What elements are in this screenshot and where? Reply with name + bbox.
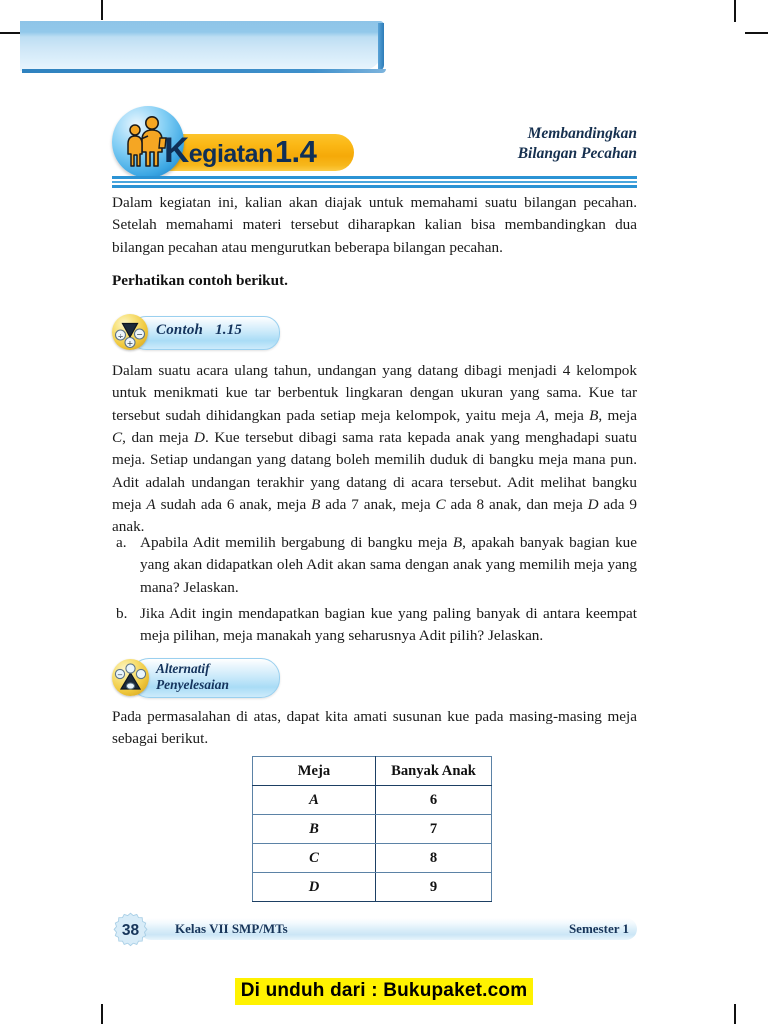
alternatif-badge-label — [156, 661, 229, 692]
table-cell-meja: C — [253, 844, 376, 873]
contoh-badge — [112, 314, 278, 350]
activity-number: 1.4 — [274, 134, 317, 169]
crop-mark-bottom-left-vertical — [101, 1004, 103, 1024]
contoh-badge-label — [156, 322, 242, 339]
problem-part2: . Kue tersebut dibagi sama rata kepada anak yang menghadapi suatu meja. Setiap undangan yang datang boleh memilih duduk di bangku meja mana pun. Adit adalah undangan terakhir yang datang di acara tersebut. Adit melihat bangku meja — [112, 429, 637, 514]
list-item — [112, 532, 637, 599]
crop-mark-bottom-right-vertical — [734, 1004, 736, 1024]
question-marker-a: a. — [116, 534, 127, 551]
svg-text:+: + — [126, 338, 134, 348]
table-row — [253, 815, 492, 844]
problem-letter-d: D — [194, 429, 205, 447]
question-a-after: , apakah banyak bagian kue yang akan didapatkan oleh Adit akan sama dengan anak yang memilih meja yang mana? Jelaskan. — [140, 534, 637, 596]
problem-letter-b: B — [589, 406, 599, 424]
table-cell-meja: D — [253, 873, 376, 902]
svg-text:÷: ÷ — [117, 332, 124, 341]
footer-left-text: Kelas VII SMP/MTs — [175, 921, 288, 936]
problem-sep3: , dan meja — [122, 429, 195, 447]
problem-letter-a: A — [536, 406, 546, 424]
svg-text:−: − — [136, 330, 143, 340]
table-row — [253, 786, 492, 815]
problem-part4: ada 7 anak, meja — [320, 496, 436, 514]
table-cell-meja: B — [253, 815, 376, 844]
table-row — [253, 844, 492, 873]
math-operations-icon — [112, 314, 148, 350]
problem-letter-c2: C — [435, 496, 446, 514]
meja-table-wrapper — [252, 756, 492, 902]
svg-text:−: − — [117, 671, 123, 679]
meja-table — [252, 756, 492, 902]
problem-letter-d2: D — [587, 496, 599, 514]
table-cell-meja: A — [253, 786, 376, 815]
problem-letter-b2: B — [311, 496, 321, 514]
problem-letter-a2: A — [146, 496, 156, 514]
table-row — [253, 873, 492, 902]
crop-mark-top-right-vertical — [734, 0, 736, 22]
question-a-italic: B — [452, 534, 463, 551]
table-column-header-meja: Meja — [253, 757, 376, 786]
chapter-subtitle-line2: Bilangan Pecahan — [517, 145, 637, 163]
problem-sep2: , meja — [598, 406, 637, 424]
activity-word-rest: egiatan — [188, 140, 273, 168]
table-cell-banyak-anak: 8 — [376, 844, 492, 873]
chapter-subtitle — [518, 124, 637, 165]
geometry-triangle-icon — [112, 659, 149, 696]
page-content — [112, 0, 637, 1024]
alternatif-label-line1: Alternatif — [156, 661, 210, 676]
activity-title — [164, 133, 316, 173]
crop-mark-top-right-horizontal — [745, 32, 768, 34]
activity-word-initial: K — [164, 131, 189, 170]
header-divider-rules — [112, 176, 637, 188]
problem-paragraph — [112, 360, 637, 539]
table-column-header-banyak-anak: Banyak Anak — [376, 757, 492, 786]
problem-part6: ada 9 anak. — [112, 496, 637, 536]
contoh-label-number: 1.15 — [215, 322, 243, 338]
divider-line-3 — [112, 185, 637, 188]
question-text-a — [140, 532, 637, 599]
page-footer — [112, 918, 637, 946]
table-cell-banyak-anak: 6 — [376, 786, 492, 815]
question-a-before: Apabila Adit memilih bergabung di bangku meja — [140, 534, 453, 551]
crop-mark-top-left-horizontal — [0, 32, 20, 34]
contoh-label-text: Contoh — [156, 322, 204, 338]
footer-right-text: Semester 1 — [568, 921, 629, 936]
alternatif-label-line2: Penyelesaian — [156, 676, 229, 692]
pada-permasalahan-paragraph: Pada permasalahan di atas, dapat kita amati susunan kue pada masing-masing meja sebagai berikut. — [112, 708, 637, 748]
problem-part3: sudah ada 6 anak, meja — [155, 496, 312, 514]
table-cell-banyak-anak: 9 — [376, 873, 492, 902]
crop-mark-top-left-vertical — [101, 0, 103, 20]
intro-paragraph: Dalam kegiatan ini, kalian akan diajak untuk memahami suatu bilangan pecahan. Setelah memahami materi tersebut diharapkan kalian bisa membandingkan dua bilangan pecahan atau mengurutkan beberapa bilangan pecahan. — [112, 194, 637, 256]
question-list — [112, 532, 637, 652]
list-item — [112, 603, 637, 648]
problem-sep1: , meja — [545, 406, 590, 424]
watermark-text: Di unduh dari : Bukupaket.com — [235, 978, 534, 1005]
chapter-subtitle-line1: Membandingkan — [527, 125, 637, 142]
perhatikan-lead: Perhatikan contoh berikut. — [112, 272, 288, 289]
alternatif-penyelesaian-badge — [112, 658, 278, 694]
page-number-text: 38 — [121, 921, 140, 939]
problem-part1: Dalam suatu acara ulang tahun, undangan yang datang dibagi menjadi 4 kelompok untuk menikmati kue tar berbentuk lingkaran dengan ukuran yang sama. Kue tar tersebut sudah dihidangkan pada setiap meja kelompok, yaitu meja — [112, 362, 637, 424]
table-header-row — [253, 757, 492, 786]
question-text-b: Jika Adit ingin mendapatkan bagian kue yang paling banyak di antara keempat meja pilihan, meja manakah yang seharusnya Adit pilih? Jelaskan. — [140, 605, 637, 645]
question-marker-b: b. — [116, 605, 128, 623]
problem-letter-c: C — [112, 429, 123, 447]
download-watermark — [0, 978, 768, 1005]
problem-part5: ada 8 anak, dan meja — [445, 496, 588, 514]
page-number-badge — [112, 912, 149, 949]
table-cell-banyak-anak: 7 — [376, 815, 492, 844]
